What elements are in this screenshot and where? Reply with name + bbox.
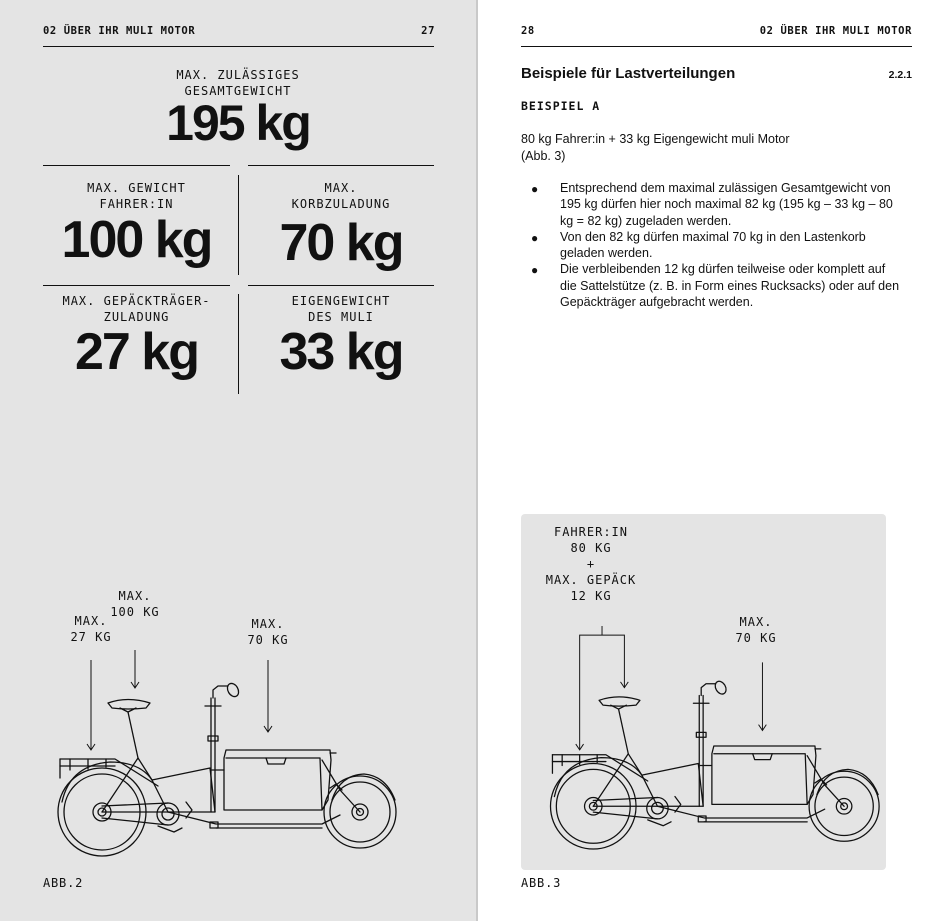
basket-load-value: 70 kg [279,214,403,272]
section-number: 2.2.1 [888,69,912,81]
bullet-icon: ● [531,263,539,278]
bullet-list [521,180,901,310]
callout-basket-max: MAX. 70 KG [735,615,777,645]
section-title: Beispiele für Lastverteilungen [521,65,736,82]
rider-weight-label: MAX. GEWICHT FAHRER:IN [87,181,186,211]
divider-rule [248,165,434,166]
rack-load-label: MAX. GEPÄCKTRÄGER- ZULADUNG [62,294,211,324]
figure-panel [521,514,886,870]
bullet-icon: ● [531,182,539,196]
rider-weight-value: 100 kg [61,211,212,269]
total-weight-value: 195 kg [166,95,310,151]
header-rule [43,46,434,47]
running-header-section: 02 ÜBER IHR MULI MOTOR [43,25,196,37]
callout-basket-max: MAX. 70 KG [247,617,289,647]
rack-load-value: 27 kg [75,323,198,381]
divider-rule [43,165,230,166]
basket-load-label: MAX. KORBZULADUNG [291,181,391,211]
example-intro: 80 kg Fahrer:in + 33 kg Eigengewicht muli Motor (Abb. 3) [521,132,790,163]
figure-caption: ABB.3 [521,876,562,890]
example-heading: BEISPIEL A [521,99,601,113]
callout-rider-luggage: FAHRER:IN 80 KG + MAX. GEPÄCK 12 KG [545,525,637,603]
running-header-section: 02 ÜBER IHR MULI MOTOR [759,25,912,37]
divider-rule [43,285,230,286]
cargo-bike-illustration [533,626,883,866]
list-item: ● Von den 82 kg dürfen maximal 70 kg in den Lastenkorb geladen werden. [531,229,866,261]
header-rule [521,46,912,47]
callout-rack-max: MAX. 27 KG [70,614,112,644]
list-item: ● Die verbleibenden 12 kg dürfen teilweise oder komplett auf die Sattelstütze (z. B. in Form eines Rucksacks) oder auf den Gepäckträger aufgebracht werden. [531,262,900,310]
own-weight-label: EIGENGEWICHT DES MULI [291,294,391,324]
figure-caption: ABB.2 [43,876,84,890]
list-item: ● Entsprechend dem maximal zulässigen Gesamtgewicht von 195 kg dürfen hier noch maximal 82 kg (195 kg – 33 kg – 80 kg = 82 kg) zugeladen werden. [531,181,893,228]
bullet-icon: ● [531,230,539,245]
divider-rule [248,285,434,286]
cargo-bike-illustration [40,650,400,865]
own-weight-value: 33 kg [279,323,403,381]
page-number: 28 [521,25,535,37]
right-page [478,0,950,921]
page-number: 27 [421,25,435,37]
total-weight-label: MAX. ZULÄSSIGES GESAMTGEWICHT [176,68,300,98]
callout-seat-max: MAX. 100 KG [110,589,160,619]
